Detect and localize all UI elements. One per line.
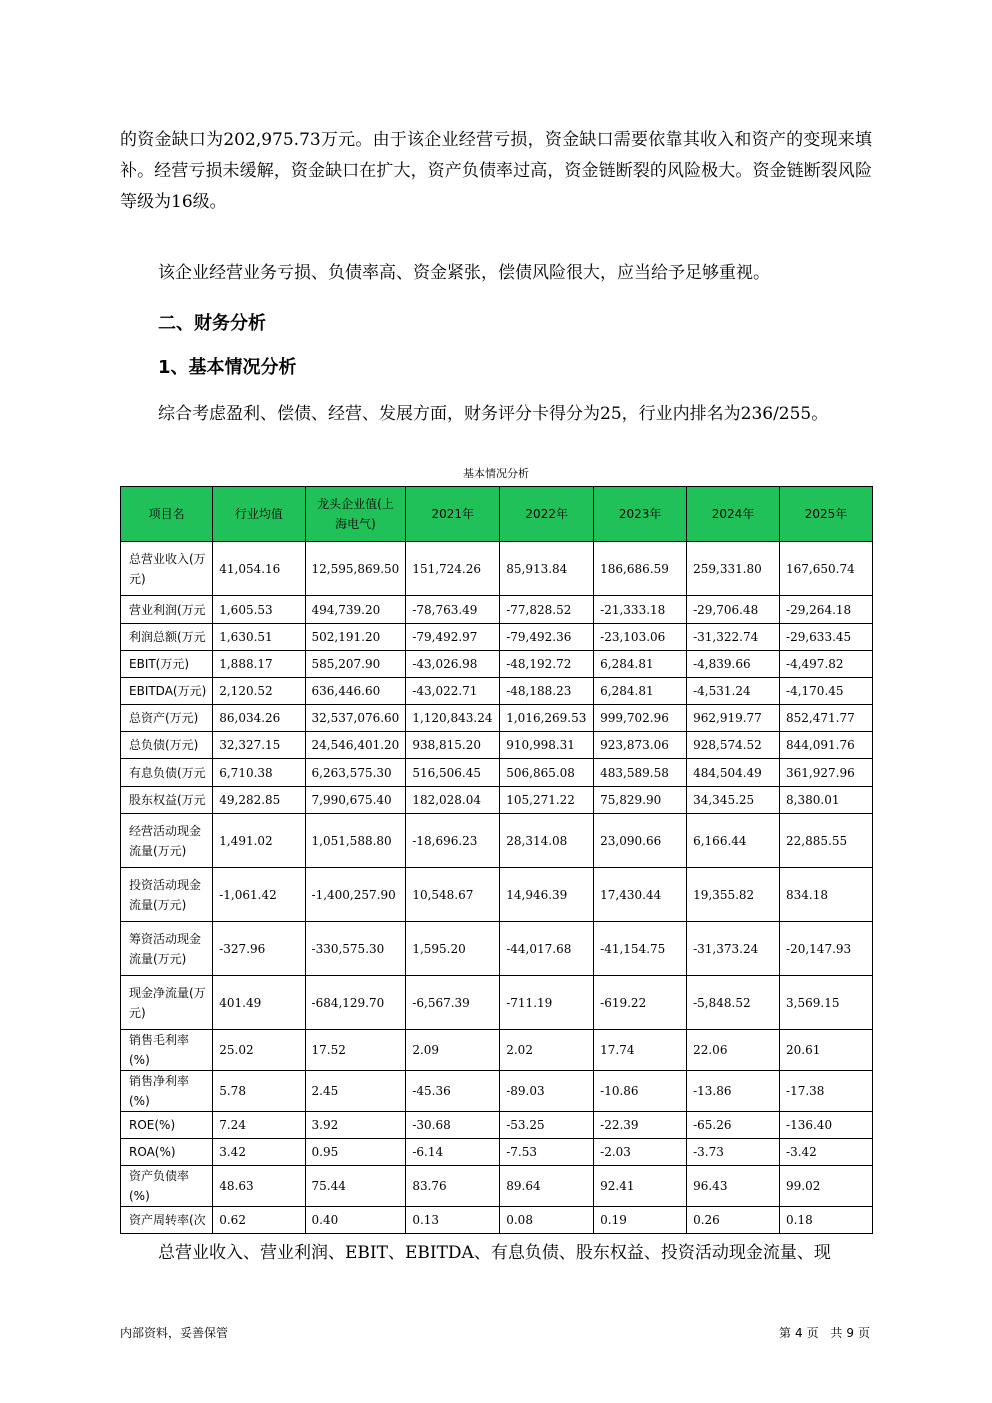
table-cell: 923,873.06: [594, 732, 687, 759]
table-row: [121, 1139, 873, 1166]
table-cell: -619.22: [594, 976, 687, 1030]
table-cell: -44,017.68: [500, 922, 594, 976]
table-cell: 259,331.80: [687, 542, 780, 596]
table-cell: -53.25: [500, 1112, 594, 1139]
table-cell: -89.03: [500, 1071, 594, 1112]
page-prefix: 第: [779, 1326, 792, 1340]
table-cell: -327.96: [213, 922, 305, 976]
table-cell: -330,575.30: [305, 922, 406, 976]
table-cell: 999,702.96: [594, 705, 687, 732]
row-label: 资产周转率(次: [121, 1207, 213, 1234]
table-cell: 494,739.20: [305, 596, 406, 624]
table-row: [121, 976, 873, 1030]
table-cell: 17,430.44: [594, 868, 687, 922]
table-cell: -21,333.18: [594, 596, 687, 624]
footer-page-info: [777, 1324, 872, 1341]
table-cell: 151,724.26: [406, 542, 500, 596]
table-cell: 401.49: [213, 976, 305, 1030]
table-cell: 25.02: [213, 1030, 305, 1071]
table-cell: 928,574.52: [687, 732, 780, 759]
table-cell: 28,314.08: [500, 814, 594, 868]
table-cell: 484,504.49: [687, 759, 780, 787]
table-cell: 502,191.20: [305, 624, 406, 651]
table-cell: -5,848.52: [687, 976, 780, 1030]
table-cell: -48,188.23: [500, 678, 594, 705]
table-cell: 938,815.20: [406, 732, 500, 759]
table-cell: 96.43: [687, 1166, 780, 1207]
row-label: 总营业收入(万元): [121, 542, 213, 596]
table-cell: 0.62: [213, 1207, 305, 1234]
table-cell: 92.41: [594, 1166, 687, 1207]
table-cell: 1,888.17: [213, 651, 305, 678]
table-cell: 2.45: [305, 1071, 406, 1112]
table-cell: 32,327.15: [213, 732, 305, 759]
table-cell: 910,998.31: [500, 732, 594, 759]
table-cell: 1,491.02: [213, 814, 305, 868]
table-cell: 1,016,269.53: [500, 705, 594, 732]
row-label: 投资活动现金流量(万元): [121, 868, 213, 922]
table-cell: 506,865.08: [500, 759, 594, 787]
table-cell: -136.40: [780, 1112, 873, 1139]
table-cell: -48,192.72: [500, 651, 594, 678]
table-cell: -30.68: [406, 1112, 500, 1139]
table-cell: -41,154.75: [594, 922, 687, 976]
table-cell: 8,380.01: [780, 787, 873, 814]
table-cell: -31,373.24: [687, 922, 780, 976]
table-cell: 0.26: [687, 1207, 780, 1234]
table-cell: 182,028.04: [406, 787, 500, 814]
row-label: 利润总额(万元: [121, 624, 213, 651]
table-header-cell: 2023年: [594, 487, 687, 542]
table-cell: 99.02: [780, 1166, 873, 1207]
table-row: [121, 868, 873, 922]
table-cell: -13.86: [687, 1071, 780, 1112]
total-pages: 9: [846, 1326, 854, 1340]
table-cell: -4,497.82: [780, 651, 873, 678]
table-cell: -6,567.39: [406, 976, 500, 1030]
table-cell: 0.95: [305, 1139, 406, 1166]
row-label: 总资产(万元): [121, 705, 213, 732]
intro-paragraph: 的资金缺口为202,975.73万元。由于该企业经营亏损，资金缺口需要依靠其收入和资产的变现来填补。经营亏损未缓解，资金缺口在扩大，资产负债率过高，资金链断裂的风险极大。资金链断裂风险等级为16级。: [120, 130, 872, 212]
table-body: [121, 542, 873, 1234]
table-cell: -79,492.97: [406, 624, 500, 651]
total-prefix: 共: [830, 1326, 843, 1340]
page-number: 4: [795, 1326, 803, 1340]
table-cell: 89.64: [500, 1166, 594, 1207]
table-row: [121, 624, 873, 651]
table-cell: -79,492.36: [500, 624, 594, 651]
row-label: 总负债(万元): [121, 732, 213, 759]
table-cell: -10.86: [594, 1071, 687, 1112]
table-cell: 1,051,588.80: [305, 814, 406, 868]
row-label: ROA(%): [121, 1139, 213, 1166]
row-label: 现金净流量(万元): [121, 976, 213, 1030]
table-cell: -29,706.48: [687, 596, 780, 624]
table-cell: 1,595.20: [406, 922, 500, 976]
table-cell: -20,147.93: [780, 922, 873, 976]
table-cell: 2.09: [406, 1030, 500, 1071]
subsection-heading: 1、基本情况分析: [158, 357, 297, 378]
table-cell: 6,284.81: [594, 678, 687, 705]
table-row: [121, 759, 873, 787]
table-header-cell: 龙头企业值(上海电气): [305, 487, 406, 542]
table-cell: 49,282.85: [213, 787, 305, 814]
table-cell: 105,271.22: [500, 787, 594, 814]
table-cell: 12,595,869.50: [305, 542, 406, 596]
table-cell: 1,605.53: [213, 596, 305, 624]
table-cell: 34,345.25: [687, 787, 780, 814]
table-cell: 186,686.59: [594, 542, 687, 596]
table-cell: -29,264.18: [780, 596, 873, 624]
table-cell: -2.03: [594, 1139, 687, 1166]
table-row: [121, 542, 873, 596]
table-caption: 基本情况分析: [463, 467, 529, 480]
table-header-cell: 2021年: [406, 487, 500, 542]
table-cell: 22,885.55: [780, 814, 873, 868]
table-header-cell: 行业均值: [213, 487, 305, 542]
table-cell: -45.36: [406, 1071, 500, 1112]
table-cell: -4,839.66: [687, 651, 780, 678]
table-cell: -3.42: [780, 1139, 873, 1166]
total-suffix: 页: [857, 1326, 870, 1340]
table-cell: 0.19: [594, 1207, 687, 1234]
closing-paragraph: 总营业收入、营业利润、EBIT、EBITDA、有息负债、股东权益、投资活动现金流量、现: [158, 1243, 831, 1263]
table-cell: -7.53: [500, 1139, 594, 1166]
table-cell: 1,630.51: [213, 624, 305, 651]
row-label: ROE(%): [121, 1112, 213, 1139]
table-row: [121, 678, 873, 705]
table-cell: 852,471.77: [780, 705, 873, 732]
section-heading: 二、财务分析: [158, 313, 266, 334]
table-cell: -6.14: [406, 1139, 500, 1166]
table-row: [121, 1071, 873, 1112]
table-cell: -43,022.71: [406, 678, 500, 705]
table-cell: 48.63: [213, 1166, 305, 1207]
table-cell: 83.76: [406, 1166, 500, 1207]
table-cell: -29,633.45: [780, 624, 873, 651]
financial-table: [120, 486, 873, 1234]
table-cell: 6,284.81: [594, 651, 687, 678]
table-cell: 75,829.90: [594, 787, 687, 814]
table-cell: -1,400,257.90: [305, 868, 406, 922]
table-row: [121, 651, 873, 678]
table-cell: 0.08: [500, 1207, 594, 1234]
table-cell: -18,696.23: [406, 814, 500, 868]
table-cell: 844,091.76: [780, 732, 873, 759]
table-cell: 516,506.45: [406, 759, 500, 787]
row-label: 销售毛利率(%): [121, 1030, 213, 1071]
table-cell: 585,207.90: [305, 651, 406, 678]
table-cell: 6,710.38: [213, 759, 305, 787]
table-cell: 22.06: [687, 1030, 780, 1071]
table-cell: -17.38: [780, 1071, 873, 1112]
table-cell: -22.39: [594, 1112, 687, 1139]
table-cell: -3.73: [687, 1139, 780, 1166]
table-cell: -711.19: [500, 976, 594, 1030]
table-cell: 7.24: [213, 1112, 305, 1139]
table-cell: 483,589.58: [594, 759, 687, 787]
table-row: [121, 1207, 873, 1234]
table-cell: 0.18: [780, 1207, 873, 1234]
table-header-cell: 2022年: [500, 487, 594, 542]
row-label: 筹资活动现金流量(万元): [121, 922, 213, 976]
table-cell: -65.26: [687, 1112, 780, 1139]
table-cell: 6,263,575.30: [305, 759, 406, 787]
table-cell: 32,537,076.60: [305, 705, 406, 732]
table-cell: -77,828.52: [500, 596, 594, 624]
table-cell: -684,129.70: [305, 976, 406, 1030]
score-paragraph: 综合考虑盈利、偿债、经营、发展方面，财务评分卡得分为25，行业内排名为236/255。: [158, 404, 829, 424]
table-cell: 14,946.39: [500, 868, 594, 922]
footer-confidential: 内部资料，妥善保管: [120, 1326, 229, 1340]
table-row: [121, 705, 873, 732]
table-cell: 636,446.60: [305, 678, 406, 705]
table-cell: -4,531.24: [687, 678, 780, 705]
row-label: EBITDA(万元): [121, 678, 213, 705]
table-cell: 17.74: [594, 1030, 687, 1071]
table-cell: 361,927.96: [780, 759, 873, 787]
table-header-cell: 2024年: [687, 487, 780, 542]
table-row: [121, 787, 873, 814]
row-label: 经营活动现金流量(万元): [121, 814, 213, 868]
table-header-cell: 2025年: [780, 487, 873, 542]
table-cell: 85,913.84: [500, 542, 594, 596]
table-row: [121, 1112, 873, 1139]
table-cell: 17.52: [305, 1030, 406, 1071]
row-label: 有息负债(万元: [121, 759, 213, 787]
table-cell: 86,034.26: [213, 705, 305, 732]
table-cell: 1,120,843.24: [406, 705, 500, 732]
table-row: [121, 814, 873, 868]
table-header-cell: 项目名: [121, 487, 213, 542]
table-row: [121, 1166, 873, 1207]
table-cell: 3,569.15: [780, 976, 873, 1030]
table-cell: -1,061.42: [213, 868, 305, 922]
table-cell: 3.42: [213, 1139, 305, 1166]
table-cell: 6,166.44: [687, 814, 780, 868]
table-cell: 20.61: [780, 1030, 873, 1071]
table-cell: 3.92: [305, 1112, 406, 1139]
table-cell: 834.18: [780, 868, 873, 922]
risk-summary-paragraph: 该企业经营业务亏损、负债率高、资金紧张，偿债风险很大，应当给予足够重视。: [158, 263, 770, 283]
row-label: 销售净利率(%): [121, 1071, 213, 1112]
table-cell: 167,650.74: [780, 542, 873, 596]
table-cell: -78,763.49: [406, 596, 500, 624]
table-cell: -23,103.06: [594, 624, 687, 651]
table-cell: 0.40: [305, 1207, 406, 1234]
table-cell: 2.02: [500, 1030, 594, 1071]
table-cell: 24,546,401.20: [305, 732, 406, 759]
table-cell: 23,090.66: [594, 814, 687, 868]
table-header-row: [121, 487, 873, 542]
table-cell: 10,548.67: [406, 868, 500, 922]
row-label: 营业利润(万元: [121, 596, 213, 624]
table-cell: -43,026.98: [406, 651, 500, 678]
table-cell: 19,355.82: [687, 868, 780, 922]
row-label: 资产负债率(%): [121, 1166, 213, 1207]
row-label: 股东权益(万元: [121, 787, 213, 814]
table-cell: 7,990,675.40: [305, 787, 406, 814]
table-cell: 962,919.77: [687, 705, 780, 732]
table-row: [121, 732, 873, 759]
table-cell: 2,120.52: [213, 678, 305, 705]
table-row: [121, 922, 873, 976]
table-cell: -31,322.74: [687, 624, 780, 651]
table-cell: 75.44: [305, 1166, 406, 1207]
row-label: EBIT(万元): [121, 651, 213, 678]
table-cell: 5.78: [213, 1071, 305, 1112]
page-suffix: 页: [806, 1326, 819, 1340]
table-cell: -4,170.45: [780, 678, 873, 705]
table-cell: 0.13: [406, 1207, 500, 1234]
table-cell: 41,054.16: [213, 542, 305, 596]
table-row: [121, 1030, 873, 1071]
table-row: [121, 596, 873, 624]
